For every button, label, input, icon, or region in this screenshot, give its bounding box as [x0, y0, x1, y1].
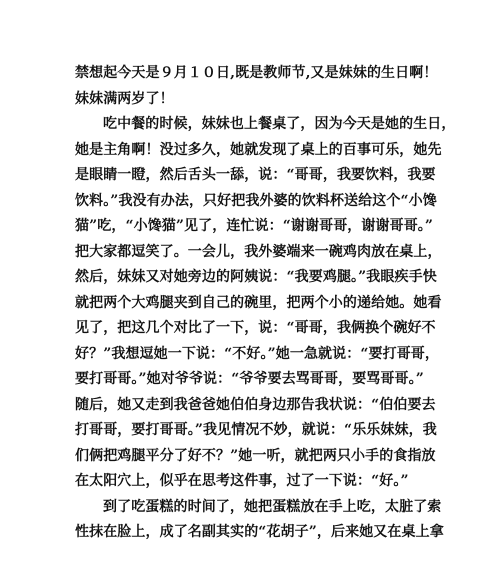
paragraph-first-line: 吃中餐的时候，妹妹也上餐桌了，因为今天是她的生日，	[103, 116, 456, 132]
text-line: 在太阳穴上，似乎在思考这件事，过了一下说：“好。”	[75, 473, 409, 489]
text-line: 她是主角啊！没过多久，她就发现了桌上的百事可乐，她先	[75, 141, 442, 158]
text-line: 就把两个大鸡腿夹到自己的碗里，把两个小的递给她。她看	[75, 294, 442, 311]
text-line: 饮料。”我没有办法，只好把我外婆的饮料杯送给这个“小馋	[75, 192, 437, 209]
text-line: 随后，她又走到我爸爸她伯伯身边那告我状说：“伯伯要去	[75, 396, 436, 413]
text-line: 要打哥哥。”她对爷爷说：“爷爷要去骂哥哥，要骂哥哥。”	[75, 371, 424, 387]
text-line: 猫”吃，“小馋猫”见了，连忙说：“谢谢哥哥，谢谢哥哥。”	[75, 218, 434, 234]
essay-body	[75, 61, 456, 546]
text-line: 然后，妹妹又对她旁边的阿姨说：“我要鸡腿。”我眼疾手快	[75, 269, 437, 285]
text-line: 是眼睛一瞪，然后舌头一舔，说：“哥哥，我要饮料，我要	[75, 167, 436, 183]
text-line: 好？”我想逗她一下说：“不好。”她一急就说：“要打哥哥，	[75, 345, 440, 362]
text-line: 性抹在脸上，成了名副其实的“花胡子”，后来她又在桌上拿	[75, 524, 444, 540]
text-line: 把大家都逗笑了。一会儿，我外婆端来一碗鸡肉放在桌上，	[75, 243, 442, 260]
text-line: 妹妹满两岁了！	[75, 90, 174, 107]
text-line: 们俩把鸡腿平分了好不？”她一听，就把两只小手的食指放	[75, 447, 436, 464]
text-line: 见了，把这几个对比了一下，说：“哥哥，我俩换个碗好不	[75, 320, 436, 336]
text-line: 禁想起今天是９月１０日,既是教师节,又是妹妹的生日啊！	[75, 65, 438, 81]
text-line: 打哥哥，要打哥哥。”我见情况不妙，就说：“乐乐妹妹，我	[75, 422, 437, 438]
paragraph-first-line: 到了吃蛋糕的时间了，她把蛋糕放在手上吃，太脏了索	[103, 498, 442, 515]
